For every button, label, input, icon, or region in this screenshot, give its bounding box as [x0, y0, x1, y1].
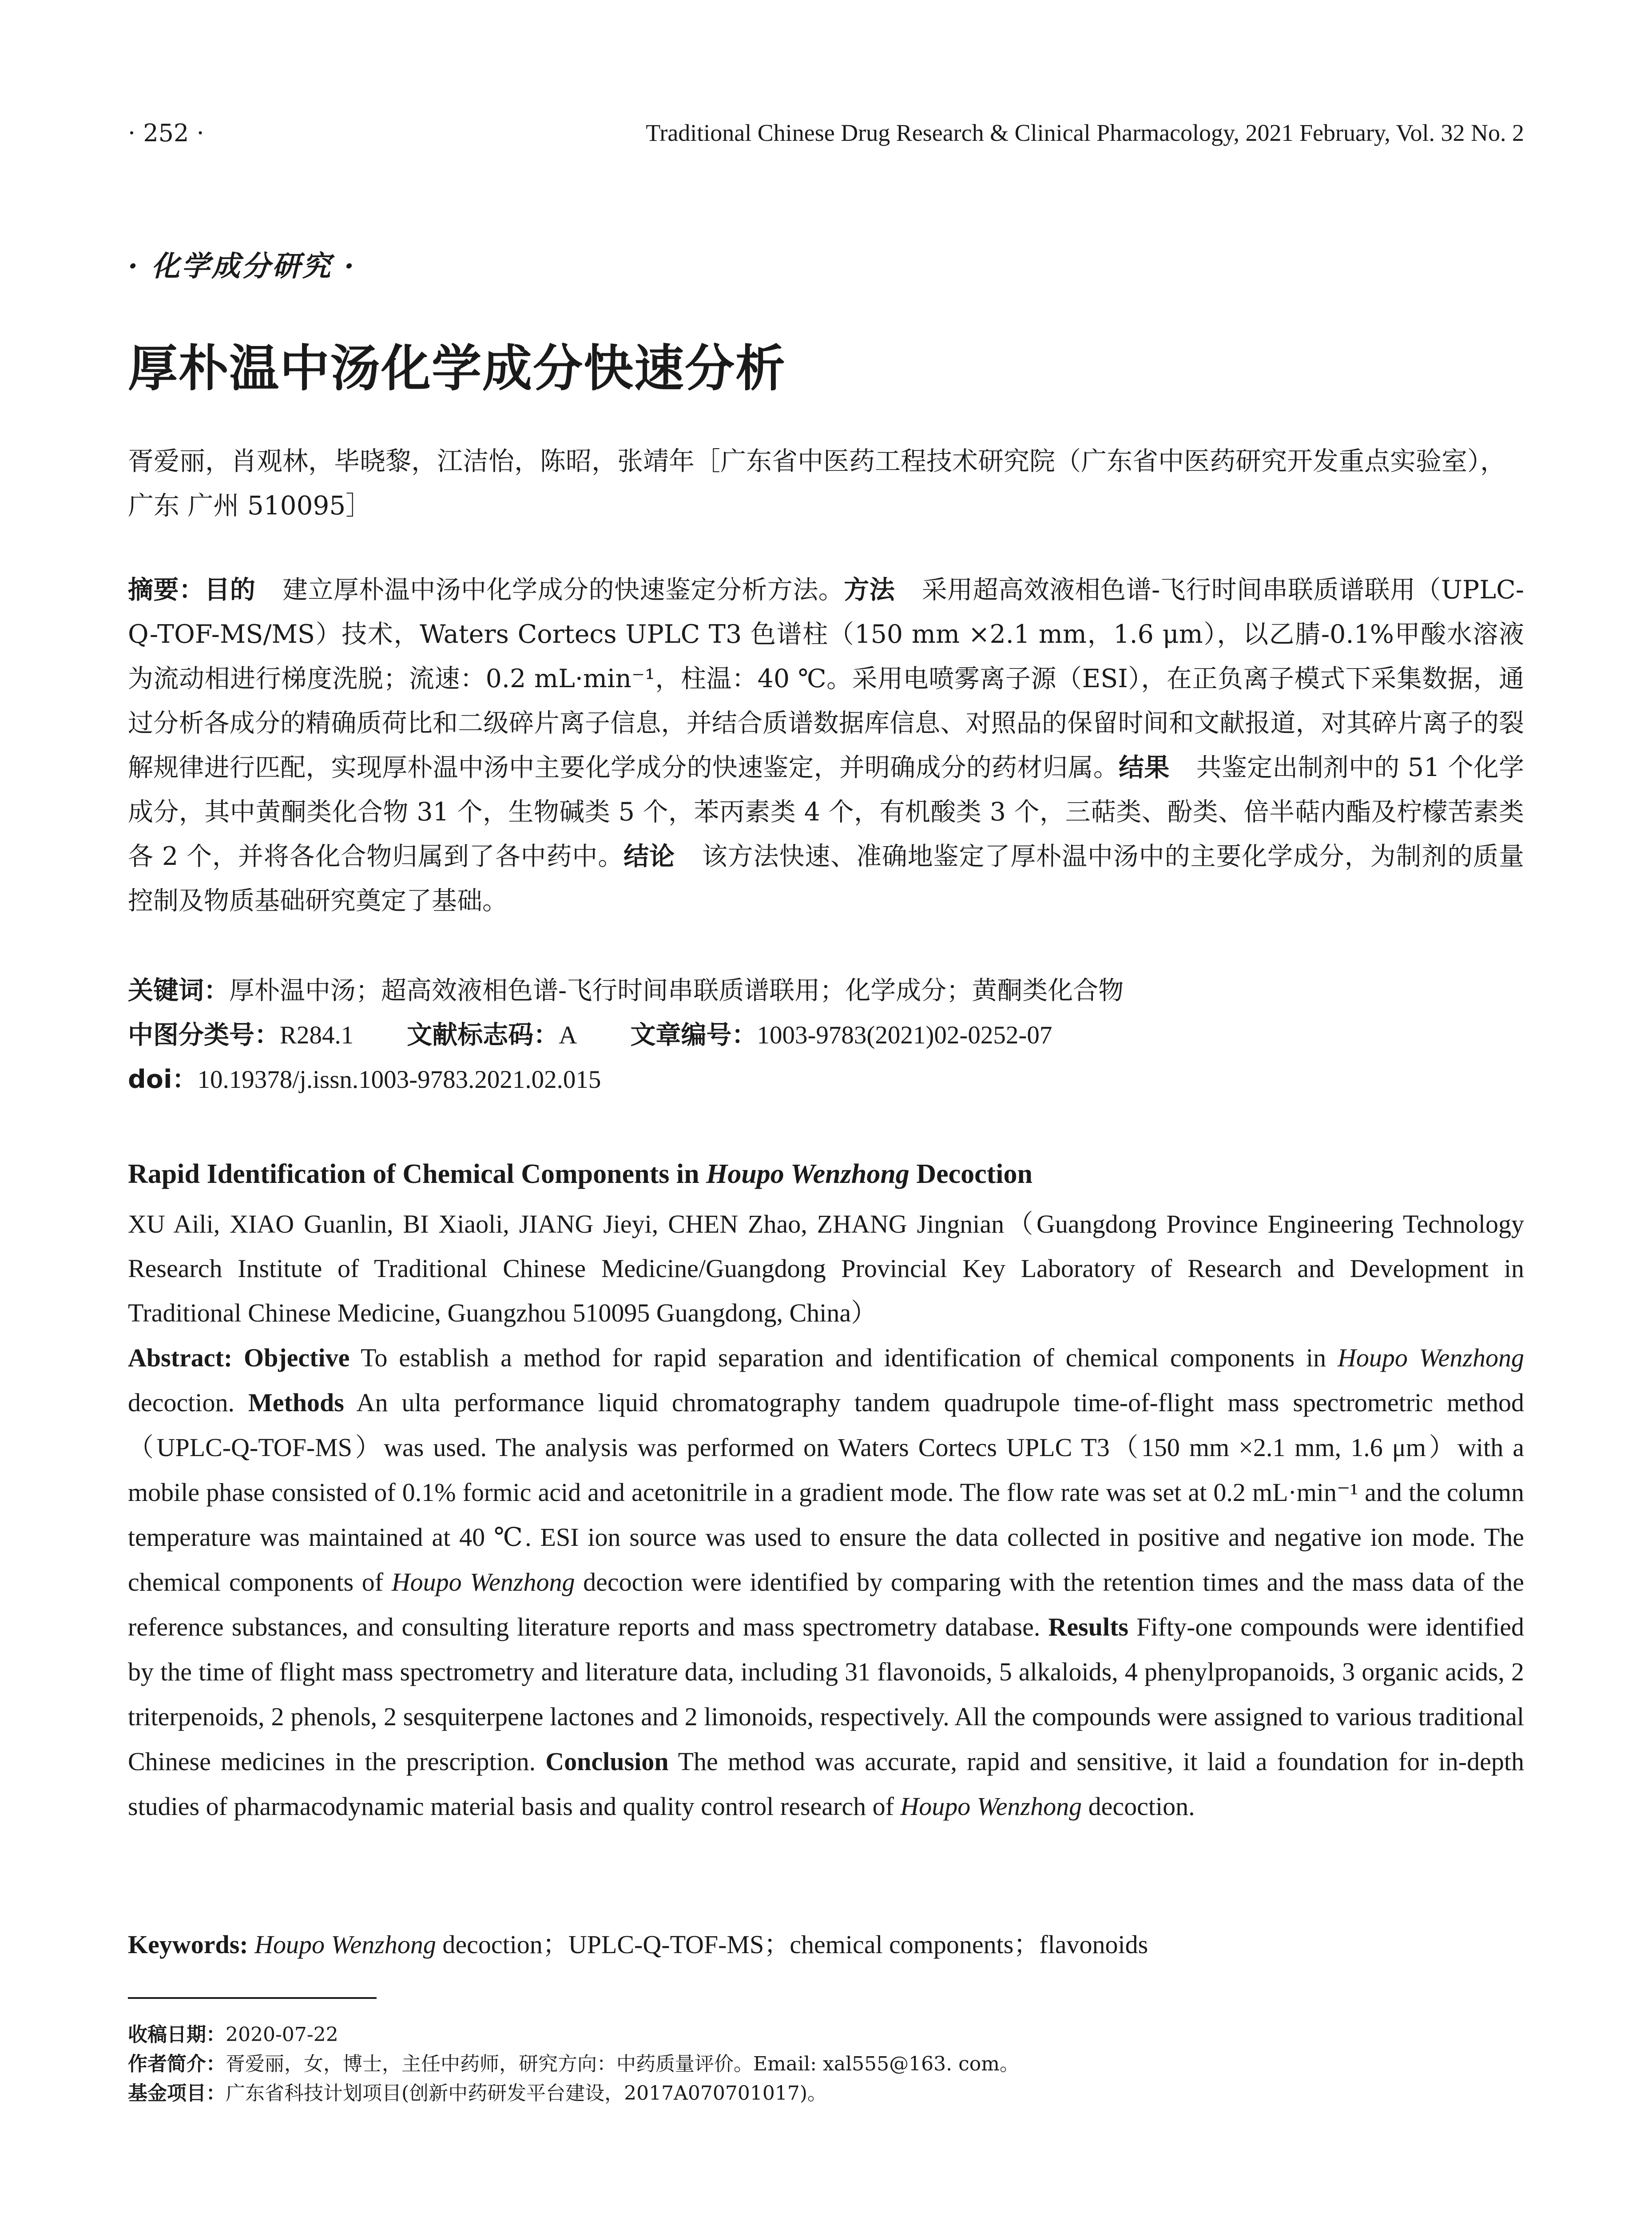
footnote-divider — [128, 1997, 377, 1999]
keywords-cn-value: 厚朴温中汤；超高效液相色谱-飞行时间串联质谱联用；化学成分；黄酮类化合物 — [229, 976, 1124, 1005]
abstract-cn — [128, 568, 1524, 923]
objective-label-cn: 目的 — [204, 575, 256, 605]
received-value: 2020-07-22 — [226, 2023, 338, 2046]
received-label: 收稿日期： — [128, 2023, 226, 2046]
doccode-value: A — [559, 1021, 577, 1049]
methods-label-en: Methods — [248, 1388, 344, 1417]
conclusion-label-en: Conclusion — [545, 1747, 669, 1776]
abstract-en — [128, 1335, 1524, 1829]
conclusion-text-cn: 该方法快速、准确地鉴定了厚朴温中汤中的主要化学成分，为制剂的质量控制及物质基础研究奠定了基础。 — [128, 842, 1524, 915]
conclusion-text-en-b: decoction. — [1082, 1792, 1195, 1821]
footnote-received — [128, 2020, 1524, 2050]
keywords-cn — [128, 968, 1524, 1013]
results-text-en: Fifty-one compounds were identified by the time of flight mass spectrometry and literature data, including 31 flavonoids, 5 alkaloids, 4 phenylpropanoids, 3 organic acids, 2 triterpenoids, 2 phenols, 2 sesquiterpene lactones and 2 limonoids, respectively. All the compounds were assigned to various traditional Chinese medicines in the prescription. — [128, 1612, 1524, 1776]
footnote-author — [128, 2050, 1524, 2079]
conclusion-text-en-a: The method was accurate, rapid and sensitive, it laid a foundation for in-depth studies of pharmacodynamic material basis and quality control research of — [128, 1747, 1524, 1821]
conclusion-text-en-italic: Houpo Wenzhong — [900, 1792, 1082, 1821]
footnotes — [128, 2020, 1524, 2108]
doi-label: doi： — [128, 1065, 198, 1094]
fund-value: 广东省科技计划项目(创新中药研发平台建设，2017A070701017)。 — [226, 2082, 827, 2105]
objective-text-en-italic: Houpo Wenzhong — [1337, 1343, 1524, 1372]
objective-text-en-a: To establish a method for rapid separation and identification of chemical components in — [349, 1343, 1338, 1372]
clc-value: R284.1 — [280, 1021, 354, 1049]
methods-label-cn: 方法 — [844, 575, 895, 605]
results-label-cn: 结果 — [1119, 753, 1170, 782]
keywords-en-italic: Houpo Wenzhong — [254, 1930, 436, 1959]
authors-cn: 胥爱丽，肖观林，毕晓黎，江洁怡，陈昭，张靖年［广东省中医药工程技术研究院（广东省中医药研究开发重点实验室），广东 广州 510095］ — [128, 446, 1506, 521]
doccode-label: 文献标志码： — [407, 1020, 559, 1050]
objective-text-cn: 建立厚朴温中汤中化学成分的快速鉴定分析方法。 — [282, 575, 844, 605]
author-bio-value: 胥爱丽，女，博士，主任中药师，研究方向：中药质量评价。Email: xal555@163. com。 — [226, 2053, 1019, 2075]
results-label-en: Results — [1048, 1612, 1129, 1641]
methods-text-en-a: An ulta performance liquid chromatography tandem quadrupole time-of-flight mass spectrometric method（UPLC-Q-TOF-MS）was used. The analysis was performed on Waters Cortecs UPLC T3（150 mm ×2.1 mm, 1.6 μm）with a mobile phase consisted of 0.1% formic acid and acetonitrile in a gradient mode. The flow rate was set at 0.2 mL·min⁻¹ and the column temperature was maintained at 40 ℃. ESI ion source was used to ensure the data collected in positive and negative ion mode. The chemical components of — [128, 1388, 1524, 1596]
clc-label: 中图分类号： — [128, 1020, 280, 1050]
title-en-pre: Rapid Identification of Chemical Components in — [128, 1159, 707, 1189]
author-bio-label: 作者简介： — [128, 2053, 226, 2075]
article-number-value: 1003-9783(2021)02-0252-07 — [757, 1021, 1052, 1049]
section-label: · 化学成分研究 · — [128, 250, 356, 283]
title-en — [128, 1158, 1032, 1190]
keywords-en-label: Keywords: — [128, 1930, 255, 1959]
keywords-cn-label: 关键词： — [128, 976, 229, 1005]
keywords-en — [128, 1923, 1524, 1961]
article-number-label: 文章编号： — [630, 1020, 757, 1050]
title-cn: 厚朴温中汤化学成分快速分析 — [128, 340, 786, 398]
keywords-en-value: decoction；UPLC-Q-TOF-MS；chemical components；flavonoids — [436, 1930, 1148, 1959]
page-number: · 252 · — [128, 119, 204, 147]
objective-text-en-b: decoction. — [128, 1388, 248, 1417]
fund-label: 基金项目： — [128, 2082, 226, 2105]
footnote-fund — [128, 2079, 1524, 2108]
methods-text-cn: 采用超高效液相色谱-飞行时间串联质谱联用（UPLC-Q-TOF-MS/MS）技术，Waters Cortecs UPLC T3 色谱柱（150 mm ×2.1 mm，1.6 μm），以乙腈-0.1%甲酸水溶液为流动相进行梯度洗脱；流速：0.2 mL·min⁻¹，柱温：40 ℃。采用电喷雾离子源（ESI），在正负离子模式下采集数据，通过分析各成分的精确质荷比和二级碎片离子信息，并结合质谱数据库信息、对照品的保留时间和文献报道，对其碎片离子的裂解规律进行匹配，实现厚朴温中汤中主要化学成分的快速鉴定，并明确成分的药材归属。 — [128, 575, 1525, 782]
classification-line — [128, 1013, 1524, 1058]
conclusion-label-cn: 结论 — [623, 842, 675, 871]
doi-line — [128, 1057, 1524, 1102]
abstract-en-label: Abstract: — [128, 1343, 244, 1372]
title-en-post: Decoction — [909, 1159, 1032, 1189]
title-en-italic: Houpo Wenzhong — [706, 1159, 909, 1189]
results-text-cn: 共鉴定出制剂中的 51 个化学成分，其中黄酮类化合物 31 个，生物碱类 5 个，苯丙素类 4 个，有机酸类 3 个，三萜类、酚类、倍半萜内酯及柠檬苦素类各 2 个，并将各化合物归属到了各中药中。 — [128, 753, 1524, 871]
authors-en: XU Aili, XIAO Guanlin, BI Xiaoli, JIANG Jieyi, CHEN Zhao, ZHANG Jingnian（Guangdong Province Engineering Technology Research Institute of Traditional Chinese Medicine/Guangdong Provincial Key Laboratory of Research and Development in Traditional Chinese Medicine, Guangzhou 510095 Guangdong, China） — [128, 1210, 1524, 1327]
methods-text-en-italic: Houpo Wenzhong — [391, 1568, 575, 1596]
abstract-cn-label: 摘要： — [128, 575, 205, 605]
doi-value: 10.19378/j.issn.1003-9783.2021.02.015 — [197, 1066, 601, 1094]
methods-text-en-b: decoction were identified by comparing with the retention times and the mass data of the reference substances, and consulting literature reports and mass spectrometry database. — [128, 1568, 1524, 1641]
journal-citation: Traditional Chinese Drug Research & Clinical Pharmacology, 2021 February, Vol. 32 No. 2 — [646, 119, 1524, 146]
objective-label-en: Objective — [243, 1343, 350, 1372]
running-header — [128, 119, 1524, 150]
